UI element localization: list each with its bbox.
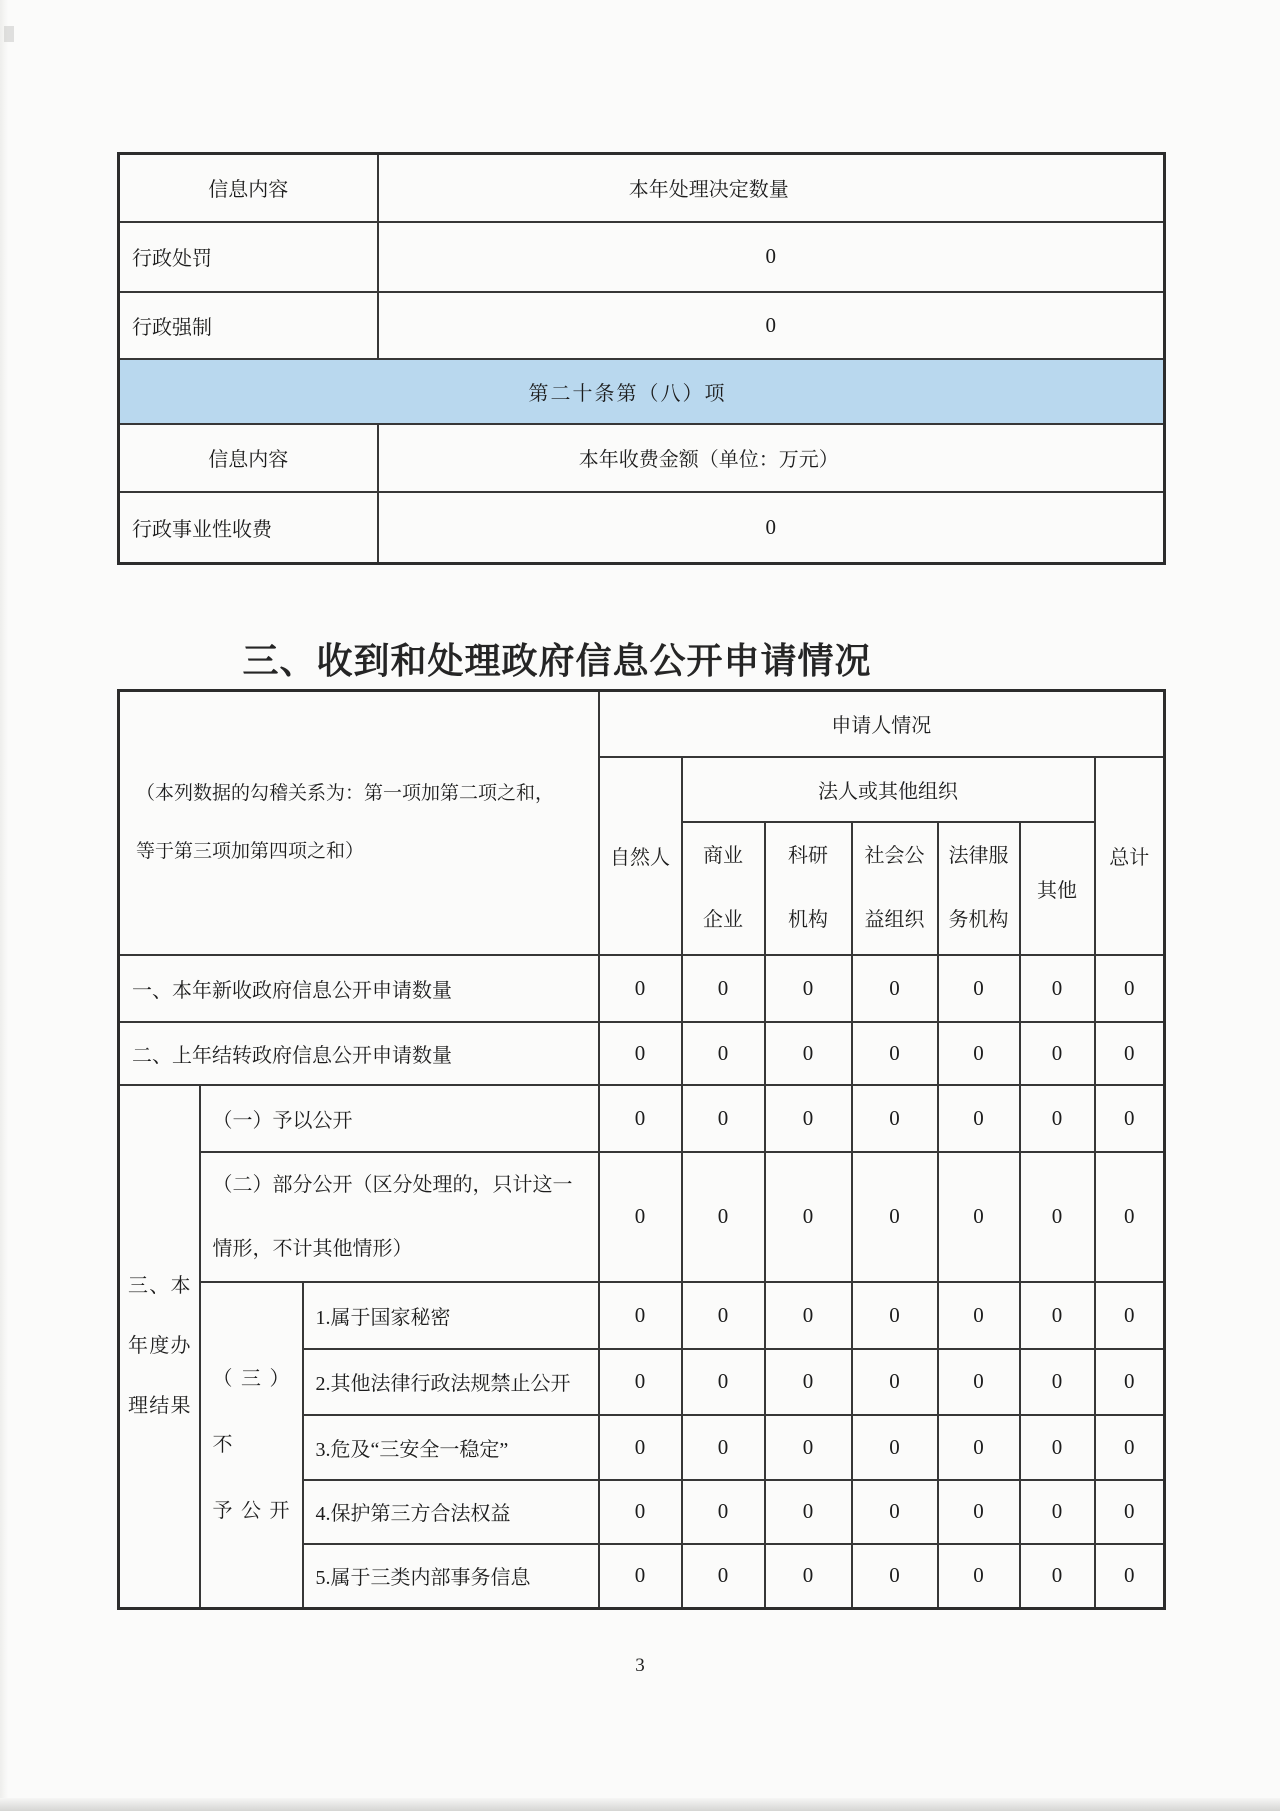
value-cell: 0 [852, 1415, 938, 1480]
value-cell: 0 [378, 222, 1165, 292]
value-cell: 0 [682, 1480, 765, 1544]
row-label-line: 情形，不计其他情形） [212, 1237, 413, 1260]
article-20-item-8-divider: 第二十条第（八）项 [119, 359, 1165, 424]
group-label-annual-results [119, 1085, 200, 1609]
value-cell: 0 [765, 1085, 852, 1152]
decisions-fees-table [117, 152, 1166, 565]
col-header-other: 其他 [1020, 822, 1095, 955]
value-cell: 0 [765, 1480, 852, 1544]
value-cell: 0 [599, 1415, 682, 1480]
row-label-line: （二）部分公开（区分处理的，只计这一 [212, 1173, 573, 1196]
value-cell: 0 [852, 1349, 938, 1415]
value-cell: 0 [938, 1282, 1020, 1349]
col-header-commercial-enterprise [682, 822, 765, 955]
value-cell: 0 [1020, 1152, 1095, 1282]
value-cell: 0 [1020, 1544, 1095, 1609]
header-row [119, 691, 1165, 757]
value-cell: 0 [682, 1152, 765, 1282]
value-cell: 0 [765, 1544, 852, 1609]
row-label: 一、本年新收政府信息公开申请数量 [119, 955, 599, 1022]
table-row [119, 292, 1165, 359]
value-cell: 0 [599, 1022, 682, 1085]
value-cell: 0 [682, 1349, 765, 1415]
header-line: 科研 [788, 845, 829, 867]
value-cell: 0 [938, 1544, 1020, 1609]
value-cell: 0 [1095, 1544, 1165, 1609]
value-cell: 0 [682, 1022, 765, 1085]
group-label-line: 予公开 [212, 1499, 290, 1522]
info-content-header-2: 信息内容 [119, 424, 378, 492]
value-cell: 0 [765, 1349, 852, 1415]
col-header-total: 总计 [1095, 757, 1165, 955]
value-cell: 0 [938, 1480, 1020, 1544]
applicant-status-header: 申请人情况 [599, 691, 1165, 757]
value-cell: 0 [1095, 1085, 1165, 1152]
value-cell: 0 [765, 1022, 852, 1085]
value-cell: 0 [1020, 1349, 1095, 1415]
value-cell: 0 [938, 1085, 1020, 1152]
value-cell: 0 [682, 955, 765, 1022]
value-cell: 0 [599, 1085, 682, 1152]
value-cell: 0 [599, 1544, 682, 1609]
value-cell: 0 [682, 1544, 765, 1609]
org-group-header: 法人或其他组织 [682, 757, 1095, 822]
table-row [119, 222, 1165, 292]
value-cell: 0 [1095, 1282, 1165, 1349]
value-cell: 0 [852, 1152, 938, 1282]
value-cell: 0 [765, 1152, 852, 1282]
row-label: 二、上年结转政府信息公开申请数量 [119, 1022, 599, 1085]
requests-table [117, 689, 1166, 1610]
note-line: 等于第三项加第四项之和） [136, 840, 365, 862]
value-cell: 0 [852, 1085, 938, 1152]
row-label: 5.属于三类内部事务信息 [303, 1544, 599, 1609]
value-cell: 0 [599, 1349, 682, 1415]
col-header-public-welfare-org [852, 822, 938, 955]
header-line: 机构 [788, 909, 829, 931]
value-cell: 0 [852, 1282, 938, 1349]
header-line: 商业 [703, 845, 744, 867]
data-row-granted [119, 1085, 1165, 1152]
value-cell: 0 [682, 1415, 765, 1480]
value-cell: 0 [938, 1349, 1020, 1415]
value-cell: 0 [1020, 1480, 1095, 1544]
row-label: （一）予以公开 [200, 1085, 599, 1152]
value-cell: 0 [765, 1282, 852, 1349]
header-line: 企业 [703, 909, 744, 931]
value-cell: 0 [852, 1544, 938, 1609]
row-label-admin-penalty: 行政处罚 [119, 222, 378, 292]
scan-bottom-shadow [0, 1798, 1280, 1811]
value-cell: 0 [1020, 1085, 1095, 1152]
group-label-line: （三）不 [212, 1367, 290, 1456]
value-cell: 0 [938, 1152, 1020, 1282]
value-cell: 0 [1020, 1415, 1095, 1480]
value-cell: 0 [599, 1480, 682, 1544]
value-cell: 0 [852, 955, 938, 1022]
fees-amount-header: 本年收费金额（单位：万元） [378, 424, 1165, 492]
group-label-refused [200, 1282, 303, 1609]
data-row-new-requests [119, 955, 1165, 1022]
scan-edge-shadow [0, 0, 8, 1811]
value-cell: 0 [1095, 1349, 1165, 1415]
page-number: 3 [635, 1655, 645, 1676]
value-cell: 0 [1095, 1480, 1165, 1544]
col-header-natural-person: 自然人 [599, 757, 682, 955]
value-cell: 0 [599, 1282, 682, 1349]
value-cell: 0 [938, 1415, 1020, 1480]
value-cell: 0 [599, 1152, 682, 1282]
row-label-partial [200, 1152, 599, 1282]
col-header-legal-service-org [938, 822, 1020, 955]
header-line: 务机构 [948, 909, 1009, 931]
value-cell: 0 [1020, 1282, 1095, 1349]
value-cell: 0 [1020, 1022, 1095, 1085]
value-cell: 0 [378, 292, 1165, 359]
group-label-line: 三、本 [128, 1275, 191, 1298]
info-content-header: 信息内容 [119, 154, 378, 222]
data-row-partial [119, 1152, 1165, 1282]
value-cell: 0 [852, 1022, 938, 1085]
header-line: 法律服 [948, 845, 1009, 867]
value-cell: 0 [682, 1085, 765, 1152]
row-label: 4.保护第三方合法权益 [303, 1480, 599, 1544]
header-line: 益组织 [864, 909, 925, 931]
value-cell: 0 [852, 1480, 938, 1544]
row-label-admin-coercion: 行政强制 [119, 292, 378, 359]
divider-row [119, 359, 1165, 424]
row-label: 3.危及“三安全一稳定” [303, 1415, 599, 1480]
value-cell: 0 [682, 1282, 765, 1349]
section-title: 三、收到和处理政府信息公开申请情况 [242, 641, 872, 682]
value-cell: 0 [938, 955, 1020, 1022]
value-cell: 0 [1095, 955, 1165, 1022]
value-cell: 0 [599, 955, 682, 1022]
group-label-line: 理结果 [128, 1395, 191, 1418]
data-row-carryover [119, 1022, 1165, 1085]
scan-speck [4, 26, 14, 42]
header-line: 社会公 [864, 845, 925, 867]
data-row-state-secret [119, 1282, 1165, 1349]
value-cell: 0 [1020, 955, 1095, 1022]
value-cell: 0 [378, 492, 1165, 564]
table-row [119, 492, 1165, 564]
note-line: （本列数据的勾稽关系为：第一项加第二项之和， [136, 782, 555, 804]
row-label: 2.其他法律行政法规禁止公开 [303, 1349, 599, 1415]
value-cell: 0 [938, 1022, 1020, 1085]
col-header-research-institution [765, 822, 852, 955]
row-label-admin-fees: 行政事业性收费 [119, 492, 378, 564]
value-cell: 0 [1095, 1152, 1165, 1282]
row-label: 1.属于国家秘密 [303, 1282, 599, 1349]
value-cell: 0 [1095, 1415, 1165, 1480]
decisions-count-header: 本年处理决定数量 [378, 154, 1165, 222]
table-row [119, 154, 1165, 222]
value-cell: 0 [1095, 1022, 1165, 1085]
table-row [119, 424, 1165, 492]
value-cell: 0 [765, 955, 852, 1022]
group-label-line: 年度办 [128, 1335, 191, 1358]
value-cell: 0 [765, 1415, 852, 1480]
note-cell [119, 691, 599, 955]
